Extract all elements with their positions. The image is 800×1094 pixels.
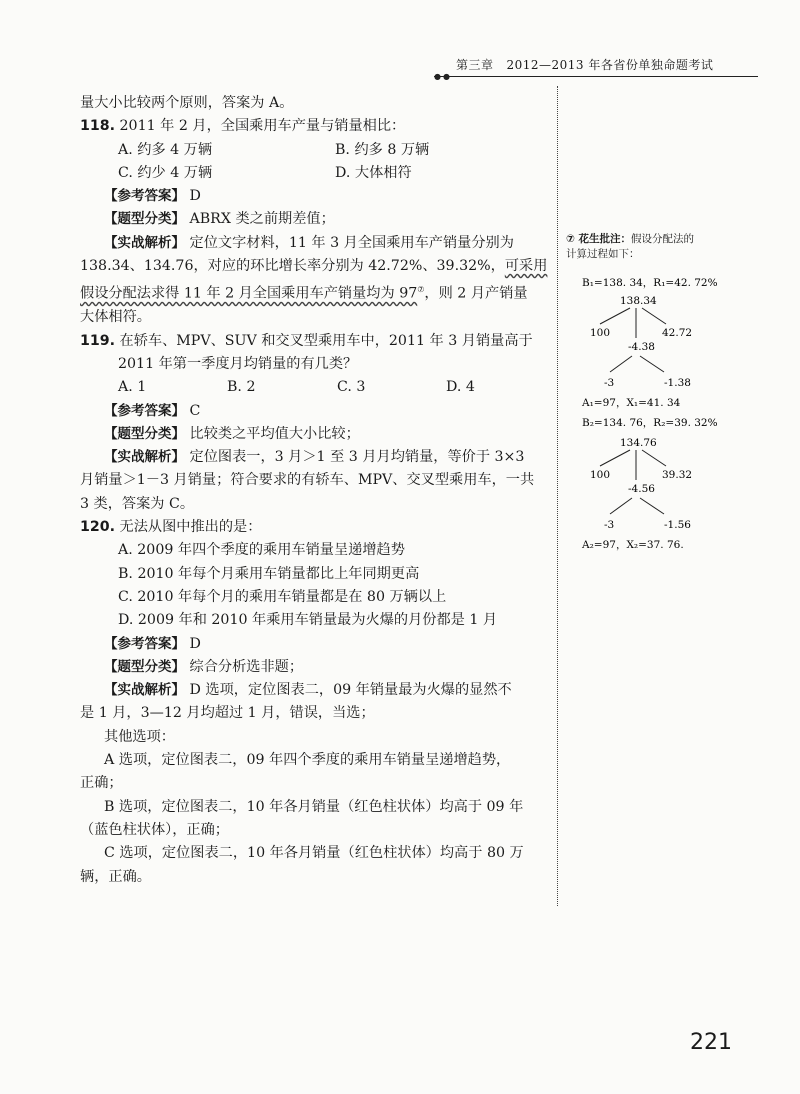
column-divider <box>557 86 558 906</box>
question-118 <box>80 115 548 138</box>
answer-value: D <box>189 635 201 652</box>
analysis-label: 【实战解析】 <box>104 449 185 466</box>
calc-tree-1-svg <box>566 274 726 414</box>
analysis-line <box>80 232 548 255</box>
chapter-label: 第三章 <box>456 58 494 72</box>
tree-right: 39.32 <box>662 469 693 481</box>
question-120 <box>80 516 548 539</box>
tree-mid: -4.56 <box>628 483 655 495</box>
calc-tree-2-svg <box>566 414 726 554</box>
question-stem-cont: 2011 年第一季度月均销量的有几类？ <box>118 356 358 372</box>
footnote-mark: ⑦ <box>417 285 425 295</box>
option-b: B. 约多 8 万辆 <box>335 141 430 158</box>
type-label: 【题型分类】 <box>104 211 185 228</box>
answer-value: C <box>189 402 201 419</box>
calc-tree-1 <box>566 274 726 419</box>
type-line <box>80 656 548 679</box>
tree-root: 138.34 <box>620 295 657 307</box>
type-label: 【题型分类】 <box>104 425 185 442</box>
tree-bottom-right: -1.56 <box>664 519 691 531</box>
question-stem: 2011 年 2 月，全国乘用车产量与销量相比： <box>119 118 406 135</box>
tree-edge <box>610 356 632 372</box>
tree-mid: -4.38 <box>628 341 655 353</box>
analysis-line <box>80 255 548 278</box>
answer-value: D <box>189 188 201 205</box>
analysis-text: ，则 2 月产销量 <box>424 286 528 303</box>
analysis-line: B 选项，定位图表二，10 年各月销量（红色柱状体）均高于 09 年 <box>104 798 524 815</box>
options-row <box>80 162 548 185</box>
analysis-label: 【实战解析】 <box>104 234 185 251</box>
note-label: ⑦ 花生批注： <box>566 233 632 245</box>
page-number: 221 <box>690 1030 732 1055</box>
continuation-line: 量大小比较两个原则，答案为 A。 <box>80 95 294 111</box>
analysis-line: A 选项，定位图表二，09 年四个季度的乘用车销量呈递增趋势， <box>104 752 511 769</box>
other-options-label: 其他选项： <box>104 728 175 745</box>
question-stem: 在轿车、MPV、SUV 和交叉型乘用车中，2011 年 3 月销量高于 <box>119 332 533 349</box>
header-dots: ●● <box>434 72 452 81</box>
running-header <box>456 56 746 73</box>
analysis-text: 定位图表一，3 月＞1 至 3 月月均销量，等价于 3×3 <box>189 449 525 466</box>
main-column <box>80 92 548 889</box>
question-number: 120. <box>80 519 116 536</box>
note-line <box>566 232 726 247</box>
option-b: B. 2 <box>227 379 256 396</box>
option-d: D. 4 <box>446 379 475 396</box>
analysis-line: 大体相符。 <box>80 309 151 326</box>
type-line <box>80 423 548 446</box>
question-number: 118. <box>80 118 116 135</box>
note-line: 计算过程如下： <box>566 248 640 260</box>
question-119 <box>80 330 548 353</box>
calc-tree-2 <box>566 414 726 559</box>
tree-edge <box>642 308 666 324</box>
tree-left: 100 <box>590 327 611 339</box>
answer-label: 【参考答案】 <box>104 635 185 652</box>
type-value: 综合分析选非题； <box>189 658 304 675</box>
wavy-underlined-text: 假设分配法求得 11 年 2 月全国乘用车产销量均为 97 <box>80 286 418 303</box>
analysis-line: 辆，正确。 <box>80 868 151 885</box>
note-text: 假设分配法的 <box>631 233 695 245</box>
analysis-text: 定位文字材料，11 年 3 月全国乘用车产销量分别为 <box>189 234 514 251</box>
option-b: B. 2010 年每个月乘用车销量都比上年同期更高 <box>118 565 420 582</box>
answer-line <box>80 400 548 423</box>
analysis-text: D 选项，定位图表二，09 年销量最为火爆的显然不 <box>189 682 512 699</box>
answer-label: 【参考答案】 <box>104 188 185 205</box>
tree-header: B₂=134. 76，R₂=39. 32% <box>582 417 718 429</box>
analysis-line: 是 1 月，3—12 月均超过 1 月，错误，当选； <box>80 705 375 722</box>
option-c: C. 3 <box>337 379 366 396</box>
option-a: A. 约多 4 万辆 <box>118 141 213 158</box>
type-value: ABRX 类之前期差值； <box>189 211 335 228</box>
tree-edge <box>642 450 666 466</box>
analysis-line <box>80 679 548 702</box>
option-d: D. 大体相符 <box>335 164 412 181</box>
analysis-line: （蓝色柱状体），正确； <box>80 821 229 838</box>
tree-header: B₁=138. 34，R₁=42. 72% <box>582 277 718 289</box>
analysis-line <box>80 446 548 469</box>
option-d: D. 2009 年和 2010 年乘用车销量最为火爆的月份都是 1 月 <box>118 612 498 629</box>
answer-line <box>80 633 548 656</box>
analysis-line <box>80 278 548 306</box>
wavy-underlined-text: 可采用 <box>504 258 548 275</box>
tree-bottom-right: -1.38 <box>664 377 691 389</box>
type-value: 比较类之平均值大小比较； <box>189 425 360 442</box>
answer-line <box>80 185 548 208</box>
header-rule <box>434 76 758 77</box>
tree-bottom-left: -3 <box>604 377 615 389</box>
option-a: A. 1 <box>118 379 147 396</box>
analysis-line: C 选项，定位图表二，10 年各月销量（红色柱状体）均高于 80 万 <box>104 845 524 862</box>
tree-edge <box>640 498 664 514</box>
option-c: C. 约少 4 万辆 <box>118 164 213 181</box>
options-row <box>80 376 548 399</box>
options-row <box>80 139 548 162</box>
tree-result: A₂=97，X₂=37. 76. <box>582 539 684 551</box>
analysis-line: 月销量＞1－3 月销量；符合要求的有轿车、MPV、交叉型乘用车，一共 <box>80 472 535 489</box>
tree-right: 42.72 <box>662 327 693 339</box>
tree-result: A₁=97，X₁=41. 34 <box>582 397 681 409</box>
tree-edge <box>600 308 630 324</box>
answer-label: 【参考答案】 <box>104 402 185 419</box>
tree-edge <box>600 450 630 466</box>
chapter-title: 2012—2013 年各省份单独命题考试 <box>506 58 714 72</box>
side-note <box>566 232 726 551</box>
analysis-label: 【实战解析】 <box>104 682 185 699</box>
type-label: 【题型分类】 <box>104 658 185 675</box>
analysis-line: 正确； <box>80 775 123 792</box>
tree-edge <box>640 356 664 372</box>
analysis-text: 138.34、134.76，对应的环比增长率分别为 42.72%、39.32%， <box>80 258 505 275</box>
tree-root: 134.76 <box>620 437 657 449</box>
tree-left: 100 <box>590 469 611 481</box>
option-a: A. 2009 年四个季度的乘用车销量呈递增趋势 <box>118 542 405 559</box>
tree-edge <box>610 498 632 514</box>
analysis-line: 3 类，答案为 C。 <box>80 495 195 512</box>
type-line <box>80 208 548 231</box>
question-number: 119. <box>80 332 116 349</box>
tree-bottom-left: -3 <box>604 519 615 531</box>
option-c: C. 2010 年每个月的乘用车销量都是在 80 万辆以上 <box>118 588 447 605</box>
question-stem: 无法从图中推出的是： <box>119 519 262 536</box>
